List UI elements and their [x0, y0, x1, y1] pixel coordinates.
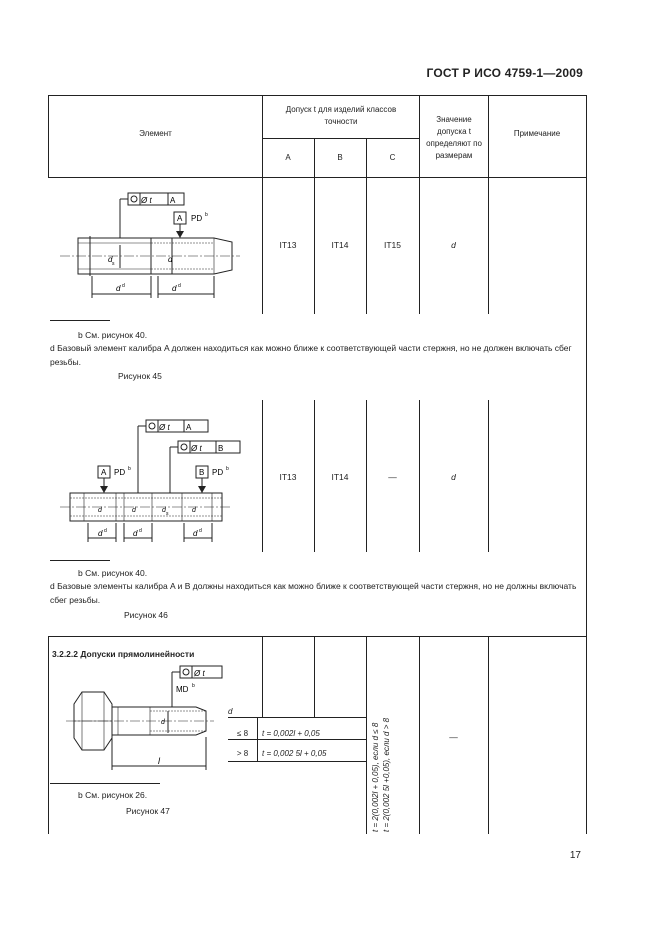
fig46-inner-d2: d	[132, 507, 136, 514]
col-header-remark: Примечание	[513, 129, 561, 138]
fig46-dim-bottom1: d	[98, 529, 103, 538]
fig47-dim-d: d	[161, 719, 165, 726]
row46-footnote-d: d Базовые элементы калибра A и B должны находиться как можно ближе к соответствующей части стержня, но не должны включать сбег резьбы.	[50, 581, 577, 605]
fig45-dim-ds: d	[108, 255, 113, 264]
col-header-class-c: C	[389, 153, 396, 162]
col-header-value: Значение допуска t определяют по размерам	[426, 115, 482, 160]
fig46-inner-ds-sub: s	[166, 511, 169, 517]
fig46-frame1-value: Ø t	[159, 423, 170, 432]
row46-class-c: —	[388, 472, 397, 482]
subtable-cond-2: > 8	[236, 749, 249, 758]
row45-footnote-b: b См. рисунок 40.	[78, 330, 148, 340]
fig45-dim-sup2: d	[178, 283, 181, 289]
fig45-pd-sup: b	[205, 212, 208, 218]
fig46-dim-bottom3: d	[193, 529, 198, 538]
fig46-frame2-value: Ø t	[191, 444, 202, 453]
fig45-dim-ds-sub: s	[112, 261, 115, 267]
fig47-dim-l: l	[158, 756, 160, 766]
col-header-element: Элемент	[139, 129, 172, 138]
subtable-head-d: d	[228, 707, 233, 716]
fig46-dim-sup2: d	[139, 528, 142, 534]
fig46-frame2-ref: B	[218, 444, 224, 453]
row47-footnote-b: b См. рисунок 26.	[78, 790, 148, 800]
fig46-dim-sup3: d	[199, 528, 202, 534]
row45-footnote-d: d Базовый элемент калибра A должен находиться как можно ближе к соответствующей части стержня, но не должен включать сбег резьбы.	[50, 343, 572, 367]
fig45-dim-sup1: d	[122, 283, 125, 289]
fig47-frame-value: Ø t	[194, 669, 205, 678]
fig45-frame-ref: A	[170, 196, 176, 205]
figure-46-caption: Рисунок 46	[124, 610, 168, 620]
fig46-pd-b: PD	[212, 468, 224, 477]
page-number: 17	[569, 850, 581, 861]
document-code: ГОСТ Р ИСО 4759-1—2009	[426, 66, 583, 80]
figure-45-caption: Рисунок 45	[118, 371, 162, 381]
row45-value: d	[451, 240, 456, 250]
fig46-pd-a: PD	[114, 468, 126, 477]
col-header-class-a: A	[285, 153, 291, 162]
col-header-class-b: B	[337, 153, 343, 162]
row45-class-b: IT14	[331, 240, 349, 250]
fig46-inner-ds: d	[162, 507, 166, 514]
subtable-formula-1: t = 0,002l + 0,05	[262, 729, 320, 738]
subtable-cond-1: ≤ 8	[236, 729, 249, 738]
row45-class-a: IT13	[279, 240, 297, 250]
fig47-md-sup: b	[192, 683, 195, 689]
fig46-inner-d1: d	[98, 507, 102, 514]
fig46-inner-d3: d	[192, 507, 196, 514]
fig46-dim-bottom2: d	[133, 529, 138, 538]
row46-class-a: IT13	[279, 472, 297, 482]
fig45-dim-bottom1: d	[116, 284, 121, 293]
fig45-frame-value: Ø t	[141, 196, 152, 205]
row46-value: d	[451, 472, 456, 482]
fig46-dim-sup1: d	[104, 528, 107, 534]
section-title-straightness: 3.2.2.2 Допуски прямолинейности	[52, 649, 195, 659]
row45-class-c: IT15	[383, 240, 401, 250]
fig45-datum: A	[177, 214, 183, 223]
fig46-pd-a-sup: b	[128, 466, 131, 472]
row47-value: —	[449, 732, 458, 742]
fig46-pd-b-sup: b	[226, 466, 229, 472]
row46-class-b: IT14	[331, 472, 349, 482]
fig45-dim-d: d	[168, 255, 173, 264]
fig45-dim-bottom2: d	[172, 284, 177, 293]
fig46-frame1-ref: A	[186, 423, 192, 432]
fig47-md: MD	[176, 685, 189, 694]
figure-47-caption: Рисунок 47	[126, 806, 170, 816]
row47-rotated-formula-1: t = 2(0,002l + 0,05), если d ≤ 8	[371, 722, 380, 832]
row47-rotated-formula-2: t = 2(0,002 5l +0,05), если d > 8	[382, 717, 391, 832]
subtable-formula-2: t = 0,002 5l + 0,05	[262, 749, 327, 758]
fig46-datum-a: A	[101, 468, 107, 477]
row46-footnote-b: b См. рисунок 40.	[78, 568, 148, 578]
col-header-tolerance: Допуск t для изделий классов точности	[285, 105, 397, 126]
fig45-pd: PD	[191, 214, 203, 223]
fig46-datum-b: B	[199, 468, 205, 477]
